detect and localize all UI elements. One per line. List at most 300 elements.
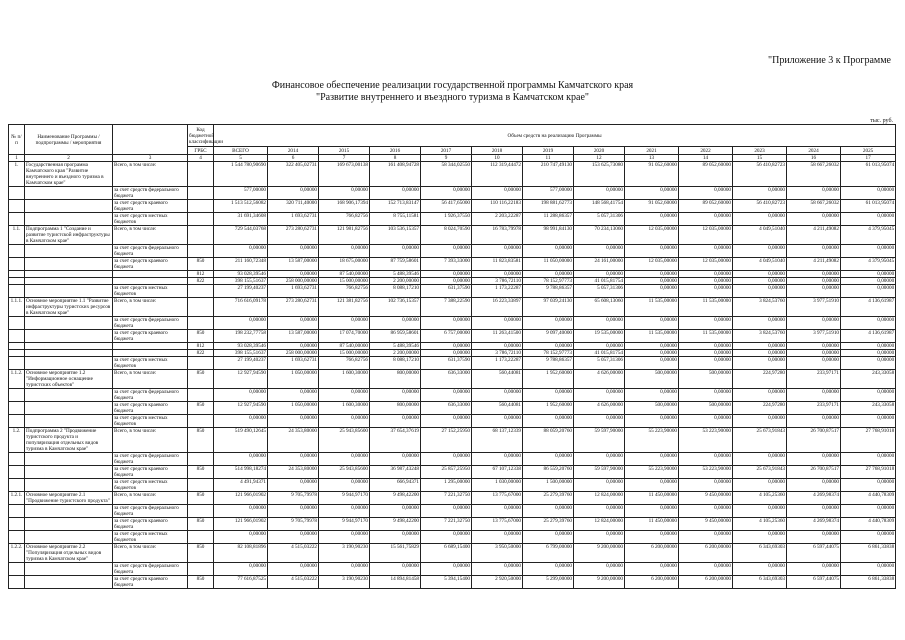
header-year: 2016 (370, 147, 421, 155)
value-cell: 13 587,00000 (268, 258, 319, 271)
value-cell: 1 295,00000 (421, 479, 472, 492)
row-grbs: 822 (188, 350, 214, 357)
table-row (9, 200, 896, 213)
row-name (25, 258, 113, 271)
appendix-label: "Приложение 3 к Программе (768, 55, 891, 66)
value-cell: 233,97171 (787, 402, 841, 415)
value-cell: 0,00000 (733, 505, 787, 518)
value-cell: 224,97280 (733, 370, 787, 389)
value-cell: 0,00000 (319, 389, 370, 402)
value-cell: 500,00000 (625, 370, 679, 389)
value-cell: 1 600,30000 (319, 402, 370, 415)
row-name (25, 576, 113, 589)
value-cell: 0,00000 (472, 415, 523, 428)
value-cell: 0,00000 (625, 479, 679, 492)
row-number (9, 453, 25, 466)
value-cell: 0,00000 (841, 245, 896, 258)
value-cell: 27 768,91018 (841, 466, 896, 479)
value-cell: 0,00000 (787, 343, 841, 350)
value-cell: 4 379,95045 (841, 258, 896, 271)
value-cell: 0,00000 (523, 317, 574, 330)
row-name: Государственная программа Камчатского края "Развитие внутреннего и въездного туризма в Камчатском крае" (25, 162, 113, 187)
value-cell: 2 200,00000 (370, 278, 421, 285)
value-cell: 0,00000 (841, 213, 896, 226)
value-cell: 0,00000 (214, 505, 268, 518)
value-cell: 7 221,32750 (421, 492, 472, 505)
header-year: 2014 (268, 147, 319, 155)
header-grbs: ГРБС (188, 147, 214, 155)
value-cell: 0,00000 (733, 563, 787, 576)
value-cell: 0,00000 (268, 563, 319, 576)
value-cell: 0,00000 (787, 389, 841, 402)
value-cell: 0,00000 (370, 563, 421, 576)
value-cell: 153 625,73080 (574, 162, 625, 187)
value-cell: 0,00000 (733, 317, 787, 330)
table-row (9, 370, 896, 389)
header-year: 2018 (472, 147, 523, 155)
value-cell: 93 028,39546 (214, 343, 268, 350)
row-name (25, 278, 113, 285)
row-grbs: 850 (188, 258, 214, 271)
value-cell: 41 015,81754 (574, 350, 625, 357)
value-cell: 0,00000 (421, 563, 472, 576)
value-cell: 0,00000 (574, 505, 625, 518)
row-number: 1.2.1. (9, 492, 25, 505)
value-cell: 0,00000 (841, 350, 896, 357)
column-number: 12 (574, 155, 625, 162)
value-cell: 0,00000 (421, 531, 472, 544)
value-cell: 5 057,31306 (574, 357, 625, 370)
value-cell: 0,00000 (679, 389, 733, 402)
row-number (9, 466, 25, 479)
value-cell: 169 673,00138 (319, 162, 370, 187)
table-row (9, 479, 896, 492)
row-grbs (188, 479, 214, 492)
row-grbs (188, 505, 214, 518)
value-cell: 4 211,49082 (787, 226, 841, 245)
row-source: за счет средств федерального бюджета (113, 453, 188, 466)
table-row (9, 285, 896, 298)
row-grbs (188, 245, 214, 258)
value-cell: 0,00000 (319, 505, 370, 518)
value-cell: 4 269,98374 (787, 518, 841, 531)
value-cell: 210 747,49130 (523, 162, 574, 187)
header-code: Код бюджетной классификации (189, 126, 224, 145)
value-cell: 0,00000 (523, 505, 574, 518)
value-cell: 0,00000 (472, 531, 523, 544)
value-cell: 1 926,37550 (421, 213, 472, 226)
value-cell: 5 057,31306 (574, 285, 625, 298)
value-cell: 198 881,62773 (523, 200, 574, 213)
row-name (25, 213, 113, 226)
row-source: Всего, в том числе: (113, 544, 188, 563)
value-cell: 716 616,09178 (214, 298, 268, 317)
value-cell: 1 513 512,56082 (214, 200, 268, 213)
value-cell: 9 788,86357 (523, 285, 574, 298)
value-cell: 0,00000 (214, 453, 268, 466)
column-number: 6 (268, 155, 319, 162)
value-cell: 0,00000 (268, 505, 319, 518)
value-cell: 25 943,85600 (319, 428, 370, 453)
value-cell: 560,44081 (472, 370, 523, 389)
finance-table (8, 124, 896, 589)
value-cell: 16 783,79978 (472, 226, 523, 245)
value-cell: 5 488,39546 (370, 271, 421, 278)
value-cell: 13 587,00000 (268, 330, 319, 343)
value-cell: 1 600,30000 (319, 370, 370, 389)
value-cell: 0,00000 (214, 245, 268, 258)
value-cell: 636,33000 (421, 370, 472, 389)
value-cell: 0,00000 (841, 285, 896, 298)
value-cell: 17 074,70000 (319, 330, 370, 343)
value-cell: 19 535,00000 (574, 330, 625, 343)
header-year: 2019 (523, 147, 574, 155)
value-cell: 0,00000 (319, 479, 370, 492)
row-grbs (188, 162, 214, 187)
value-cell: 11 535,00000 (625, 330, 679, 343)
value-cell: 0,00000 (268, 245, 319, 258)
value-cell: 0,00000 (787, 505, 841, 518)
table-header (9, 125, 896, 162)
value-cell: 0,00000 (574, 531, 625, 544)
column-number: 17 (841, 155, 896, 162)
row-number (9, 350, 25, 357)
row-grbs: 812 (188, 343, 214, 350)
value-cell: 27 768,91018 (841, 428, 896, 453)
value-cell: 0,00000 (679, 278, 733, 285)
column-number: 2 (25, 155, 113, 162)
value-cell: 11 450,00000 (625, 492, 679, 505)
value-cell: 1 693,62731 (268, 213, 319, 226)
value-cell: 258 000,00000 (268, 350, 319, 357)
value-cell: 103 536,15357 (370, 226, 421, 245)
value-cell: 5 057,31306 (574, 213, 625, 226)
row-name: Основное мероприятие 2.2 "Популяризация отдельных видов туризма в Камчатском крае" (25, 544, 113, 563)
value-cell: 3 190,90230 (319, 576, 370, 589)
value-cell: 0,00000 (472, 563, 523, 576)
row-number (9, 213, 25, 226)
row-number: 1.1.2. (9, 370, 25, 389)
value-cell: 7 393,33000 (421, 258, 472, 271)
value-cell: 152 713,83147 (370, 200, 421, 213)
value-cell: 0,00000 (268, 479, 319, 492)
value-cell: 24 353,80000 (268, 466, 319, 479)
value-cell: 4 049,51040 (733, 226, 787, 245)
value-cell: 55 223,90000 (625, 466, 679, 479)
row-name (25, 505, 113, 518)
value-cell: 0,00000 (214, 317, 268, 330)
value-cell: 59 597,90000 (574, 428, 625, 453)
row-number (9, 330, 25, 343)
row-grbs: 850 (188, 576, 214, 589)
value-cell: 0,00000 (574, 453, 625, 466)
value-cell: 0,00000 (523, 453, 574, 466)
value-cell: 0,00000 (625, 285, 679, 298)
column-number: 3 (113, 155, 188, 162)
value-cell: 11 535,00000 (679, 298, 733, 317)
row-source: за счет средств местных бюджетов (113, 285, 188, 298)
value-cell: 77 616,87525 (214, 576, 268, 589)
row-grbs (188, 453, 214, 466)
value-cell: 0,00000 (421, 350, 472, 357)
row-grbs: 850 (188, 330, 214, 343)
value-cell: 6 200,00000 (625, 576, 679, 589)
table-row (9, 505, 896, 518)
value-cell: 12 035,00000 (679, 226, 733, 245)
value-cell: 9 097,40000 (523, 330, 574, 343)
value-cell: 0,00000 (625, 389, 679, 402)
value-cell: 121 381,82756 (319, 298, 370, 317)
row-source (113, 278, 188, 285)
value-cell: 0,00000 (472, 187, 523, 200)
table-row (9, 330, 896, 343)
value-cell: 9 788,86357 (523, 357, 574, 370)
row-grbs: 850 (188, 466, 214, 479)
value-cell: 1 952,60000 (523, 370, 574, 389)
value-cell: 6 597,44075 (787, 576, 841, 589)
row-number (9, 563, 25, 576)
value-cell: 0,00000 (841, 389, 896, 402)
table-row (9, 563, 896, 576)
table-row (9, 576, 896, 589)
value-cell: 11 535,00000 (625, 298, 679, 317)
value-cell: 243,33058 (841, 370, 896, 389)
value-cell: 59 597,90000 (574, 466, 625, 479)
value-cell: 6 757,00000 (421, 330, 472, 343)
value-cell: 93 028,39546 (214, 271, 268, 278)
value-cell: 0,00000 (214, 563, 268, 576)
value-cell: 2 200,00000 (370, 350, 421, 357)
table-row (9, 245, 896, 258)
header-year: ВСЕГО (214, 147, 268, 155)
row-number (9, 343, 25, 350)
value-cell: 0,00000 (625, 531, 679, 544)
value-cell: 0,00000 (421, 271, 472, 278)
value-cell: 0,00000 (523, 389, 574, 402)
value-cell: 31 691,34608 (214, 213, 268, 226)
row-source: за счет средств федерального бюджета (113, 245, 188, 258)
value-cell: 0,00000 (421, 415, 472, 428)
row-number (9, 258, 25, 271)
value-cell: 11 288,86357 (523, 213, 574, 226)
row-source: за счет средств краевого бюджета (113, 402, 188, 415)
value-cell: 161 408,94728 (370, 162, 421, 187)
value-cell: 233,97171 (787, 370, 841, 389)
title-line-1: Финансовое обеспечение реализации государственной программы Камчатского края (271, 80, 634, 91)
value-cell: 12 824,00000 (574, 492, 625, 505)
value-cell: 0,00000 (679, 479, 733, 492)
row-source: за счет средств местных бюджетов (113, 415, 188, 428)
row-name (25, 187, 113, 200)
row-number (9, 278, 25, 285)
value-cell: 6 597,44075 (787, 544, 841, 563)
row-name (25, 271, 113, 278)
value-cell: 0,00000 (523, 531, 574, 544)
table-row (9, 317, 896, 330)
value-cell: 25 279,39760 (523, 518, 574, 531)
value-cell: 3 786,72110 (472, 350, 523, 357)
value-cell: 0,00000 (319, 531, 370, 544)
value-cell: 666,94371 (370, 479, 421, 492)
value-cell: 121 966,01902 (214, 518, 268, 531)
value-cell: 0,00000 (370, 415, 421, 428)
value-cell: 78 152,97773 (523, 278, 574, 285)
row-source (113, 343, 188, 350)
row-name (25, 415, 113, 428)
value-cell: 0,00000 (787, 213, 841, 226)
value-cell: 4 626,00000 (574, 402, 625, 415)
value-cell: 0,00000 (268, 343, 319, 350)
value-cell: 0,00000 (841, 271, 896, 278)
column-number: 1 (9, 155, 25, 162)
value-cell: 0,00000 (841, 505, 896, 518)
value-cell: 55 223,90000 (625, 428, 679, 453)
row-source: за счет средств федерального бюджета (113, 187, 188, 200)
row-grbs (188, 389, 214, 402)
value-cell: 0,00000 (733, 389, 787, 402)
value-cell: 4 105,25360 (733, 492, 787, 505)
value-cell: 0,00000 (319, 317, 370, 330)
value-cell: 766,82756 (319, 213, 370, 226)
value-cell: 0,00000 (625, 505, 679, 518)
value-cell: 26 700,87517 (787, 466, 841, 479)
column-number: 9 (421, 155, 472, 162)
value-cell: 0,00000 (679, 245, 733, 258)
row-name (25, 563, 113, 576)
row-grbs: 812 (188, 271, 214, 278)
value-cell: 0,00000 (679, 213, 733, 226)
header-year: 2023 (733, 147, 787, 155)
value-cell: 514 998,18274 (214, 466, 268, 479)
value-cell: 12 035,00000 (625, 258, 679, 271)
row-grbs (188, 213, 214, 226)
value-cell: 0,00000 (787, 531, 841, 544)
value-cell: 577,00000 (523, 187, 574, 200)
value-cell: 58 667,26032 (787, 200, 841, 213)
value-cell: 26 700,87517 (787, 428, 841, 453)
row-number: 1. (9, 162, 25, 187)
value-cell: 1 544 780,90690 (214, 162, 268, 187)
value-cell: 168 906,17394 (319, 200, 370, 213)
row-name (25, 402, 113, 415)
value-cell: 0,00000 (421, 245, 472, 258)
value-cell: 4 211,49082 (787, 258, 841, 271)
row-number (9, 576, 25, 589)
value-cell: 500,00000 (625, 402, 679, 415)
table-row (9, 343, 896, 350)
value-cell: 25 943,85600 (319, 466, 370, 479)
row-number (9, 200, 25, 213)
value-cell: 4 269,98374 (787, 492, 841, 505)
value-cell: 0,00000 (733, 453, 787, 466)
value-cell: 11 263,41500 (472, 330, 523, 343)
value-cell: 3 824,53760 (733, 330, 787, 343)
column-number: 8 (370, 155, 421, 162)
value-cell: 0,00000 (574, 343, 625, 350)
value-cell: 0,00000 (679, 563, 733, 576)
row-source: за счет средств краевого бюджета (113, 258, 188, 271)
row-grbs (188, 298, 214, 317)
row-source: за счет средств краевого бюджета (113, 518, 188, 531)
row-number: 1.1. (9, 226, 25, 245)
row-name (25, 389, 113, 402)
value-cell: 0,00000 (733, 343, 787, 350)
value-cell: 58 667,26032 (787, 162, 841, 187)
row-number (9, 415, 25, 428)
value-cell: 0,00000 (787, 357, 841, 370)
row-source: Всего, в том числе: (113, 298, 188, 317)
value-cell: 224,97280 (733, 402, 787, 415)
row-source: за счет средств местных бюджетов (113, 357, 188, 370)
value-cell: 9 450,00000 (679, 518, 733, 531)
value-cell: 25 673,91843 (733, 466, 787, 479)
value-cell: 0,00000 (268, 389, 319, 402)
value-cell: 3 190,90230 (319, 544, 370, 563)
row-source (113, 271, 188, 278)
value-cell: 86 959,58601 (370, 330, 421, 343)
row-name: Основное мероприятие 1.2 "Информационное оснащение туристских объектов" (25, 370, 113, 389)
row-source: Всего, в том числе: (113, 370, 188, 389)
table-row (9, 453, 896, 466)
row-grbs (188, 200, 214, 213)
value-cell: 89 052,60000 (679, 200, 733, 213)
row-number: 1.2. (9, 428, 25, 453)
value-cell: 5 394,15400 (421, 576, 472, 589)
value-cell: 0,00000 (679, 317, 733, 330)
row-grbs (188, 531, 214, 544)
value-cell: 0,00000 (733, 285, 787, 298)
value-cell: 0,00000 (319, 415, 370, 428)
table-row (9, 357, 896, 370)
value-cell: 58 344,02550 (421, 162, 472, 187)
value-cell: 322 405,02731 (268, 162, 319, 187)
value-cell: 766,82756 (319, 285, 370, 298)
value-cell: 9 944,97170 (319, 492, 370, 505)
row-source: Всего, в том числе: (113, 428, 188, 453)
column-number: 14 (679, 155, 733, 162)
header-year: 2022 (679, 147, 733, 155)
value-cell: 800,00000 (370, 370, 421, 389)
value-cell: 0,00000 (319, 453, 370, 466)
value-cell: 273 280,62731 (268, 298, 319, 317)
value-cell: 9 450,00000 (679, 492, 733, 505)
value-cell: 68 137,12339 (472, 428, 523, 453)
value-cell: 0,00000 (841, 187, 896, 200)
value-cell: 211 160,72348 (214, 258, 268, 271)
value-cell: 0,00000 (523, 563, 574, 576)
value-cell: 0,00000 (472, 245, 523, 258)
header-volume: Объем средств на реализацию Программы (214, 125, 896, 147)
value-cell: 102 736,15357 (370, 298, 421, 317)
value-cell: 121 981,82756 (319, 226, 370, 245)
table-row (9, 271, 896, 278)
value-cell: 8 088,17210 (370, 357, 421, 370)
value-cell: 97 039,24130 (523, 298, 574, 317)
value-cell: 0,00000 (472, 317, 523, 330)
value-cell: 0,00000 (421, 453, 472, 466)
row-name (25, 330, 113, 343)
value-cell: 12 035,00000 (679, 258, 733, 271)
table-row (9, 162, 896, 187)
row-number: 1.2.2. (9, 544, 25, 563)
value-cell: 0,00000 (523, 343, 574, 350)
value-cell: 41 015,81754 (574, 278, 625, 285)
value-cell: 0,00000 (787, 415, 841, 428)
value-cell: 112 319,44472 (472, 162, 523, 187)
row-source: Всего, в том числе: (113, 162, 188, 187)
column-number: 15 (733, 155, 787, 162)
header-year: 2017 (421, 147, 472, 155)
